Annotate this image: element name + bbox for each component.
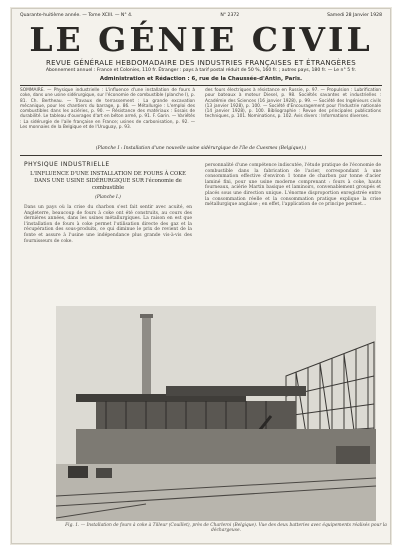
lower-structure — [76, 429, 376, 464]
year-volume: Quarante-huitième année. — Tome XCIII. — N° 4. — [20, 13, 133, 18]
journal-page — [11, 8, 391, 544]
sommaire-right: des fours électriques à résistance en Russie, p. 97. — Propulsion : Lubrification pour bateaux à moteur Diesel, p. 98. Sociétés savantes et industrielles : Académie des Sciences (16 janvier 1928), p. 99. — Société des Ingénieurs civils (13 janvier 1928), p. 100. — Société d'Encouragement pour l'Industrie nationale (14 janvier 1928), p. 100. Bibliographie : Revue des principales publications techniques, p. 101. Nominations, p. 102. Avis divers : Informations diverses. — [205, 88, 381, 120]
journal-title: LE GÉNIE CIVIL — [29, 20, 373, 59]
rule-top — [20, 85, 382, 86]
sommaire-left: SOMMAIRE. — Physique industrielle : L'influence d'une installation de fours à coke, dans une usine sidérurgique, sur l'économie de combustible (planche I), p. 81. Ch. Bertheau. — Travaux de terrassement : La grande excavation mécanique, pour les chantiers du barrage, p. 86. — Métallurgie : L'emploi des combustibles dans les aciéries, p. 90. — Résistance des matériaux : Essais de durabilité. Le tableau d'ouvrages d'art en béton armé, p. 91. F. Garin. — Variétés : La sidérurgie de l'aile française en France; usines de carbonisation, p. 92. — Les monnaies de la Belgique et de l'Uruguay, p. 93. — [20, 88, 195, 131]
section-heading: PHYSIQUE INDUSTRIELLE — [24, 161, 110, 168]
article-text-left: Dans un pays où la crise du charbon s'est fait sentir avec acuité, en Angleterre, beaucoup de fours à coke ont été construits, au cours des dernières années, dans les usines métallurgiques. La raison en est que l'installation de fours à coke permet l'utilisation directe des gaz et la récupération des sous-produits, ce qui diminue le prix de revient de la fonte et assure à l'usine une indépendance plus grande vis-à-vis des fournisseurs de coke. — [24, 205, 192, 244]
article-title: L'INFLUENCE D'UNE INSTALLATION DE FOURS À COKE DANS UNE USINE SIDÉRURGIQUE SUR l'économie de combustible — [30, 171, 186, 191]
issue-number: N° 2372 — [220, 13, 240, 18]
subscription-line: Abonnement annuel : France et Colonies, 110 fr. Étranger : pays à tarif postal réduit de 50 %, 160 fr. ; autres pays, 180 fr. — Le n° 5 fr. — [45, 68, 357, 73]
administration-line: Administration et Rédaction : 6, rue de la Chaussée-d'Antin, Paris. — [99, 76, 303, 82]
issue-date: Samedi 28 Janvier 1928 — [327, 13, 382, 18]
journal-subtitle: REVUE GÉNÉRALE HEBDOMADAIRE DES INDUSTRIES FRANÇAISES ET ÉTRANGÈRES — [46, 59, 356, 67]
wagon — [68, 466, 88, 478]
article-subtitle: (Planche I.) — [95, 195, 121, 200]
article-text-right: personnalité d'une compétence indiscutée, l'étude pratique de l'économie de combustible dans la fabrication de l'acier, correspondant à une consommation effective d'environ 1 tonne de charbon par tonne d'acier laminé fini, pour une usine moderne comprenant : fours à coke, hauts fourneaux, aciérie Martin basique et laminoirs, convenablement groupés et placés sous une direction unique. L'énorme disproportion enregistrée entre la consommation réelle et la consommation pratique explique la crise métallurgique anglaise ; en effet, l'application de ce principe permet... — [205, 163, 381, 208]
rule-mid — [20, 155, 382, 156]
planche-note: (Planche I : Installation d'une nouvelle usine sidérurgique de l'île de Cuesmes (Belgique).) — [95, 146, 307, 151]
right-building — [336, 446, 370, 464]
coke-oven-photo — [56, 306, 396, 536]
figure-caption: Fig. 1. — Installation de fours à coke à Tilleur (Couillet), près de Charleroi (Belgique). Vue des deux batteries avec équipements réalisés pour la déchargeuse. — [65, 523, 387, 534]
